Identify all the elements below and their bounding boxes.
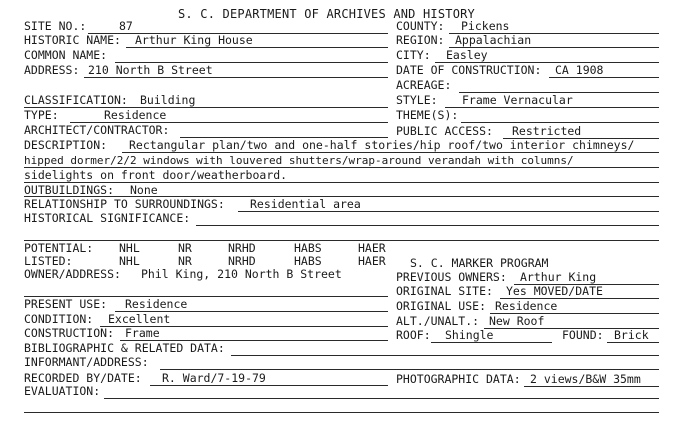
owner-address-label: OWNER/ADDRESS: bbox=[24, 267, 121, 281]
potential-haer: HAER bbox=[358, 241, 386, 255]
photographic-data-line bbox=[524, 386, 659, 387]
region-value: Appalachian bbox=[455, 33, 532, 47]
marker-program-heading: S. C. MARKER PROGRAM bbox=[410, 256, 549, 270]
previous-owners-value: Arthur King bbox=[520, 270, 597, 284]
evaluation-line-2 bbox=[24, 412, 659, 413]
description-line-2: hipped dormer/2/2 windows with louvered shutters/wrap-around verandah with columns/ bbox=[24, 154, 574, 167]
present-use-label: PRESENT USE: bbox=[24, 297, 108, 311]
listed-nr: NR bbox=[178, 254, 192, 268]
description-rule-3 bbox=[24, 182, 659, 183]
county-value: Pickens bbox=[461, 19, 510, 33]
listed-nrhd: NRHD bbox=[228, 254, 256, 268]
bibliographic-label: BIBLIOGRAPHIC & RELATED DATA: bbox=[24, 341, 225, 355]
address-label: ADDRESS: bbox=[24, 63, 80, 77]
architect-label: ARCHITECT/CONTRACTOR: bbox=[24, 123, 170, 137]
present-use-value: Residence bbox=[125, 297, 188, 311]
potential-nhl: NHL bbox=[119, 241, 140, 255]
classification-label: CLASSIFICATION: bbox=[24, 93, 128, 107]
site-no-value: 87 bbox=[119, 19, 133, 33]
recorded-by-label: RECORDED BY/DATE: bbox=[24, 371, 142, 385]
informant-line bbox=[160, 369, 659, 370]
description-rule-1 bbox=[122, 152, 659, 153]
classification-line bbox=[24, 107, 388, 108]
acreage-label: ACREAGE: bbox=[396, 78, 452, 92]
description-label: DESCRIPTION: bbox=[24, 138, 108, 152]
condition-value: Excellent bbox=[108, 312, 171, 326]
address-value: 210 North B Street bbox=[88, 63, 213, 77]
style-label: STYLE: bbox=[396, 93, 438, 107]
roof-label: ROOF: bbox=[396, 328, 431, 342]
date-of-construction-value: CA 1908 bbox=[555, 63, 604, 77]
relationship-label: RELATIONSHIP TO SURROUNDINGS: bbox=[24, 197, 225, 211]
original-use-value: Residence bbox=[495, 299, 558, 313]
style-line bbox=[445, 107, 659, 108]
public-access-value: Restricted bbox=[512, 124, 582, 138]
alt-unalt-label: ALT./UNALT.: bbox=[396, 314, 480, 328]
listed-nhl: NHL bbox=[119, 254, 140, 268]
classification-value: Building bbox=[140, 93, 196, 107]
original-site-label: ORIGINAL SITE: bbox=[396, 284, 493, 298]
photographic-data-label: PHOTOGRAPHIC DATA: bbox=[396, 372, 521, 386]
condition-label: CONDITION: bbox=[24, 312, 94, 326]
description-line-1: Rectangular plan/two and one-half stories/hip roof/two interior chimneys/ bbox=[129, 138, 635, 152]
roof-value: Shingle bbox=[445, 328, 494, 342]
found-label: FOUND: bbox=[562, 328, 604, 342]
listed-label: LISTED: bbox=[24, 254, 73, 268]
county-label: COUNTY: bbox=[396, 19, 445, 33]
site-no-label: SITE NO.: bbox=[24, 19, 87, 33]
potential-habs: HABS bbox=[294, 241, 322, 255]
original-use-label: ORIGINAL USE: bbox=[396, 299, 487, 313]
alt-unalt-value: New Roof bbox=[489, 314, 545, 328]
potential-nr: NR bbox=[178, 241, 192, 255]
construction-value: Frame bbox=[125, 326, 160, 340]
description-line-3: sidelights on front door/weatherboard. bbox=[24, 168, 288, 182]
previous-owners-label: PREVIOUS OWNERS: bbox=[396, 270, 507, 284]
relationship-value: Residential area bbox=[250, 197, 361, 211]
potential-label: POTENTIAL: bbox=[24, 241, 94, 255]
found-value: Brick bbox=[614, 328, 649, 342]
historic-name-label: HISTORIC NAME: bbox=[24, 33, 121, 47]
found-line bbox=[607, 342, 659, 343]
style-value: Frame Vernacular bbox=[462, 93, 573, 107]
type-value: Residence bbox=[104, 108, 167, 122]
original-site-value: Yes MOVED/DATE bbox=[506, 284, 603, 298]
relationship-line bbox=[238, 211, 659, 212]
evaluation-label: EVALUATION: bbox=[24, 384, 101, 398]
themes-line bbox=[461, 122, 659, 123]
historical-significance-line bbox=[196, 225, 659, 226]
historical-significance-label: HISTORICAL SIGNIFICANCE: bbox=[24, 211, 191, 225]
common-name-label: COMMON NAME: bbox=[24, 48, 108, 62]
region-label: REGION: bbox=[396, 33, 445, 47]
potential-nrhd: NRHD bbox=[228, 241, 256, 255]
type-label: TYPE: bbox=[24, 108, 59, 122]
date-of-construction-line bbox=[549, 77, 659, 78]
themes-label: THEME(S): bbox=[396, 108, 459, 122]
recorded-by-value: R. Ward/7-19-79 bbox=[162, 371, 266, 385]
city-label: CITY: bbox=[396, 48, 431, 62]
form-header: S. C. DEPARTMENT OF ARCHIVES AND HISTORY bbox=[178, 7, 475, 21]
construction-label: CONSTRUCTION: bbox=[24, 326, 115, 340]
historic-name-line bbox=[126, 47, 388, 48]
listed-habs: HABS bbox=[294, 254, 322, 268]
evaluation-line bbox=[104, 398, 659, 399]
date-of-construction-label: DATE OF CONSTRUCTION: bbox=[396, 63, 542, 77]
historic-name-value: Arthur King House bbox=[135, 33, 253, 47]
listed-haer: HAER bbox=[358, 254, 386, 268]
outbuildings-value: None bbox=[130, 183, 158, 197]
outbuildings-label: OUTBUILDINGS: bbox=[24, 183, 115, 197]
address-line bbox=[84, 77, 388, 78]
bibliographic-line bbox=[231, 355, 659, 356]
recorded-by-line bbox=[150, 385, 388, 386]
city-value: Easley bbox=[446, 48, 488, 62]
public-access-label: PUBLIC ACCESS: bbox=[396, 124, 493, 138]
informant-label: INFORMANT/ADDRESS: bbox=[24, 355, 149, 369]
photographic-data-value: 2 views/B&W 35mm bbox=[530, 372, 641, 386]
owner-address-value: Phil King, 210 North B Street bbox=[141, 267, 342, 281]
roof-line bbox=[431, 342, 552, 343]
